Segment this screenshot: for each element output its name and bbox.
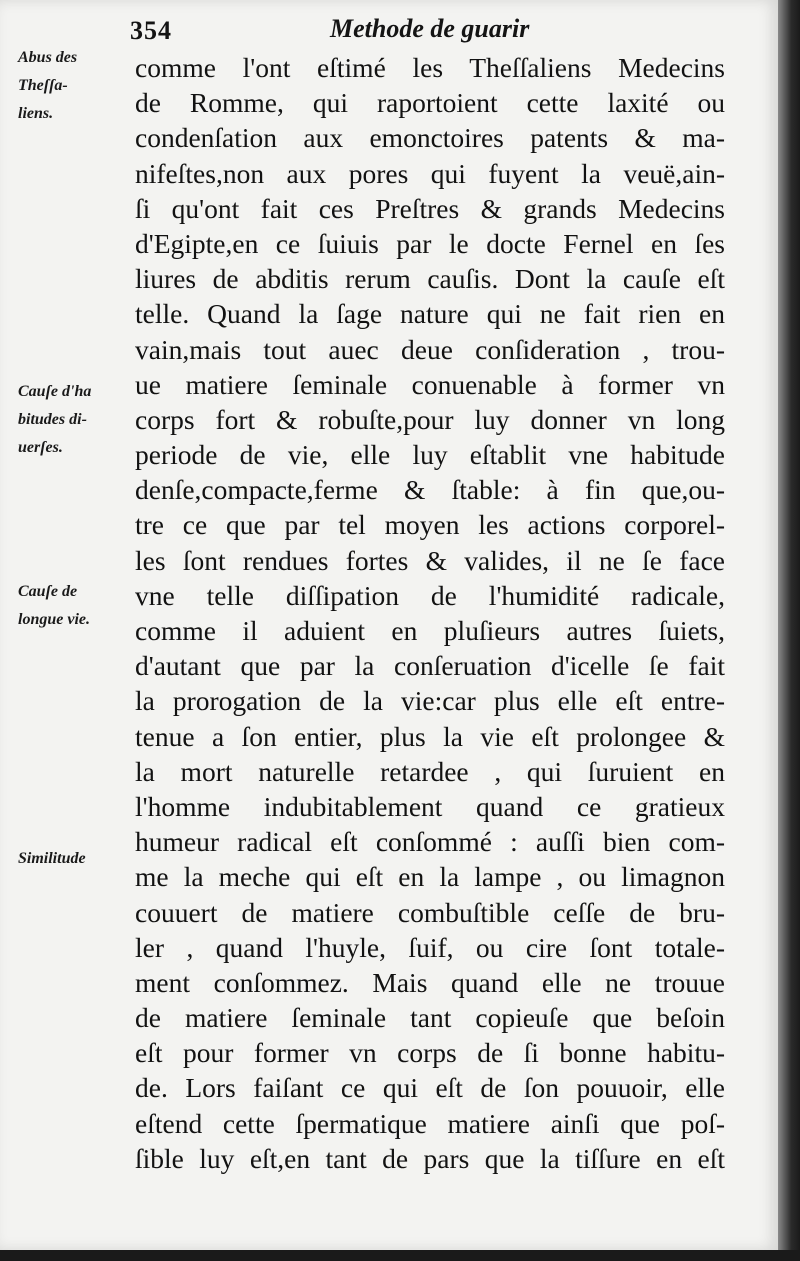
text-line: les ſont rendues fortes & valides, il ne ſe face	[135, 544, 725, 576]
text-line: tre ce que par tel moyen les actions corporel-	[135, 509, 725, 541]
text-line: corps fort & robuſte,pour luy donner vn long	[135, 403, 725, 435]
text-line: nifeſtes,non aux pores qui fuyent la veuë,ain-	[135, 157, 725, 189]
margin-note-line: liens.	[18, 105, 54, 122]
margin-note-line: uerſes.	[18, 439, 63, 456]
margin-note-cause-longue-vie	[18, 578, 136, 634]
text-line: couuert de matiere combuſtible ceſſe de bru-	[135, 896, 725, 928]
text-line: d'autant que par la conſeruation d'icelle ſe fait	[135, 650, 725, 682]
text-line: la prorogation de la vie:car plus elle eſt entre-	[135, 685, 725, 717]
margin-note-line: Similitude	[18, 850, 86, 867]
text-line: la mort naturelle retardee , qui ſuruient en	[135, 755, 725, 787]
text-line: comme l'ont eſtimé les Theſſaliens Medecins	[135, 52, 725, 83]
margin-note-line: bitudes di-	[18, 411, 87, 428]
margin-note-abus	[18, 44, 136, 128]
page-edge-shadow	[778, 0, 800, 1261]
text-line: ler , quand l'huyle, ſuif, ou cire ſont totale-	[135, 931, 725, 963]
running-title: Methode de guarir	[330, 14, 530, 43]
page-bottom-edge	[0, 1250, 800, 1261]
text-line: de matiere ſeminale tant copieuſe que beſoin	[135, 1002, 725, 1034]
text-line: denſe,compacte,ferme & ſtable: à fin que,ou-	[135, 474, 725, 506]
text-line: d'Egipte,en ce ſuiuis par le docte Fernel en ſes	[135, 227, 725, 259]
text-line: comme il aduient en pluſieurs autres ſuiets,	[135, 615, 725, 646]
page-number: 354	[130, 16, 172, 45]
margin-note-line: Cauſe de	[18, 583, 78, 600]
margin-note-line: Abus des	[18, 49, 78, 66]
text-line: humeur radical eſt conſommé : auſſi bien com-	[135, 826, 725, 858]
margin-note-line: longue vie.	[18, 611, 90, 628]
text-line: l'homme indubitablement quand ce gratieux	[135, 790, 725, 822]
text-line: ſible luy eſt,en tant de pars que la tiſſure en eſt	[135, 1142, 725, 1174]
text-line: condenſation aux emonctoires patents & ma-	[135, 122, 725, 154]
margin-note-line: Cauſe d'ha	[18, 383, 92, 400]
margin-note-similitude	[18, 845, 136, 873]
text-line: vne telle diſſipation de l'humidité radicale,	[135, 579, 725, 611]
margin-note-line: Theſſa-	[18, 77, 68, 94]
text-line: liures de abditis rerum cauſis. Dont la cauſe eſt	[135, 263, 725, 295]
text-line: ment conſommez. Mais quand elle ne trouue	[135, 966, 725, 998]
text-line: telle. Quand la ſage nature qui ne fait rien en	[135, 298, 725, 330]
text-line: tenue a ſon entier, plus la vie eſt prolongee &	[135, 720, 725, 752]
text-line: de Romme, qui raportoient cette laxité ou	[135, 87, 725, 119]
text-line: de. Lors faiſant ce qui eſt de ſon pouuoir, elle	[135, 1072, 725, 1104]
page-header	[130, 14, 730, 48]
margin-notes	[18, 0, 136, 1250]
text-line: eſtend cette ſpermatique matiere ainſi que poſ-	[135, 1107, 725, 1139]
margin-note-cause-habitudes	[18, 378, 136, 462]
text-line: vain,mais tout auec deue conſideration , trou-	[135, 333, 725, 365]
text-line: ue matiere ſeminale conuenable à former vn	[135, 368, 725, 400]
text-line: periode de vie, elle luy eſtablit vne habitude	[135, 439, 725, 471]
text-line: eſt pour former vn corps de ſi bonne habitu-	[135, 1037, 725, 1069]
text-line: ſi qu'ont fait ces Preſtres & grands Medecins	[135, 192, 725, 224]
text-line: me la meche qui eſt en la lampe , ou limagnon	[135, 861, 725, 893]
body-text	[135, 50, 725, 1176]
